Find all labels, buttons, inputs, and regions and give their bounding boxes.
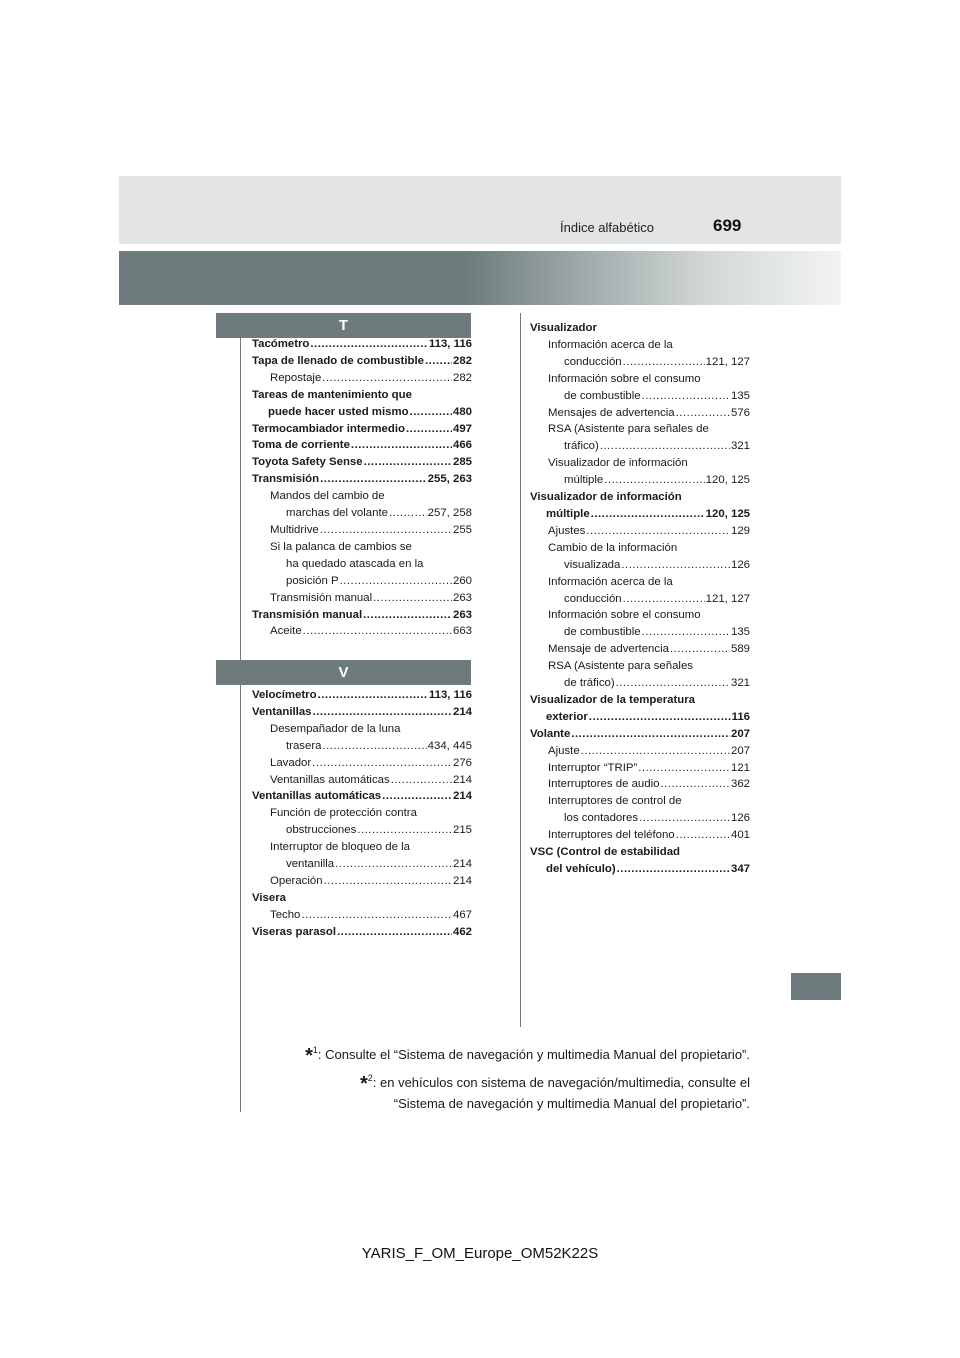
index-entry-pages: 260 xyxy=(452,574,472,587)
index-entry xyxy=(252,590,472,607)
dot-leader xyxy=(660,776,730,793)
dot-leader xyxy=(310,336,428,353)
dot-leader xyxy=(382,788,452,805)
index-entry-term: Techo xyxy=(270,908,301,921)
index-entry-term: Información sobre el consumo xyxy=(548,609,701,622)
index-entry-term: ventanilla xyxy=(286,858,335,871)
index-entry-term: Toyota Safety Sense xyxy=(252,456,363,469)
index-entry-pages: 282 xyxy=(452,371,472,384)
index-entry-term: Información acerca de la xyxy=(548,338,673,351)
index-entry-term: puede hacer usted mismo xyxy=(268,405,409,418)
index-entry-term: Ventanillas automáticas xyxy=(270,773,390,786)
index-entry-term: Transmisión xyxy=(252,473,320,486)
dot-leader xyxy=(322,370,452,387)
dot-leader xyxy=(324,873,452,890)
dot-leader xyxy=(312,755,452,772)
index-entry-term: Ventanillas xyxy=(252,705,312,718)
index-entry-pages: 321 xyxy=(730,677,750,690)
index-entry-term: Viseras parasol xyxy=(252,925,337,938)
index-entry xyxy=(530,388,750,405)
index-entry-pages: 401 xyxy=(730,829,750,842)
footnote-text: : Consulte el “Sistema de navegación y multimedia Manual del propietario”. xyxy=(317,1047,750,1062)
column-divider-middle xyxy=(520,313,521,1027)
index-entry-pages: 214 xyxy=(452,773,472,786)
index-entry-pages: 576 xyxy=(730,406,750,419)
index-entry xyxy=(530,438,750,455)
letter-heading-v: V xyxy=(216,660,471,685)
section-title: Índice alfabético xyxy=(560,220,654,235)
dot-leader xyxy=(600,438,730,455)
index-entry xyxy=(252,623,472,640)
index-entry-pages: 113, 116 xyxy=(428,689,472,701)
index-entry-term: visualizada xyxy=(564,558,621,571)
index-entry xyxy=(530,455,750,472)
page-number: 699 xyxy=(713,216,742,235)
dot-leader xyxy=(623,354,705,371)
dot-leader xyxy=(391,772,452,789)
index-entry-pages: 462 xyxy=(452,925,472,938)
index-entry-pages: 116 xyxy=(731,710,750,723)
index-entry-term: Ajuste xyxy=(548,744,580,757)
dot-leader xyxy=(322,738,426,755)
index-entry-pages: 276 xyxy=(452,756,472,769)
index-entry-term: Visualizador xyxy=(530,322,597,334)
index-entry-pages: 257, 258 xyxy=(427,507,472,520)
dot-leader xyxy=(642,388,730,405)
dot-leader xyxy=(363,607,452,624)
index-entry xyxy=(252,387,472,404)
index-entry-term: Multidrive xyxy=(270,523,319,536)
index-entry-term: Operación xyxy=(270,874,323,887)
index-entry-term: Mensajes de advertencia xyxy=(548,406,675,419)
footnotes xyxy=(270,1040,750,1116)
index-entry-term: Termocambiador intermedio xyxy=(252,422,405,435)
index-entry xyxy=(252,856,472,873)
dot-leader xyxy=(425,353,452,370)
index-entry xyxy=(252,573,472,590)
index-entry-term: Interruptores de control de xyxy=(548,795,682,808)
index-entry xyxy=(252,539,472,556)
index-entry-term: Información acerca de la xyxy=(548,575,673,588)
index-entry-term: del vehículo) xyxy=(546,863,616,875)
index-entry-term: RSA (Asistente para señales xyxy=(548,660,693,673)
footnote-text-continued: “Sistema de navegación y multimedia Manual del propietario”. xyxy=(393,1096,750,1111)
index-entry xyxy=(530,844,750,861)
index-entry xyxy=(530,776,750,793)
index-entry-term: de tráfico) xyxy=(564,677,615,690)
index-entry-pages: 347 xyxy=(730,863,750,875)
index-entry-term: conducción xyxy=(564,355,622,368)
index-entry xyxy=(530,726,750,743)
index-entry-pages: 362 xyxy=(730,778,750,791)
index-entry xyxy=(530,540,750,557)
index-entry-pages: 282 xyxy=(452,354,472,367)
index-entry-term: Visualizador de la temperatura xyxy=(530,693,696,706)
dot-leader xyxy=(639,810,730,827)
dot-leader xyxy=(351,437,452,454)
index-entry xyxy=(530,861,750,878)
index-entry xyxy=(252,924,472,941)
index-entry-term: Si la palanca de cambios se xyxy=(270,540,412,553)
dot-leader xyxy=(571,726,730,743)
index-entry-pages: 120, 125 xyxy=(705,507,750,520)
index-entry-term: Velocímetro xyxy=(252,689,317,701)
index-entry xyxy=(530,405,750,422)
index-entry xyxy=(252,839,472,856)
dot-leader xyxy=(642,624,730,641)
index-entry xyxy=(252,556,472,573)
index-entry-pages: 207 xyxy=(730,744,750,757)
index-entry xyxy=(252,873,472,890)
index-entry-term: Cambio de la información xyxy=(548,541,678,554)
index-entry xyxy=(252,755,472,772)
footnote-2 xyxy=(270,1068,750,1114)
index-entry xyxy=(252,788,472,805)
index-entry-term: Mandos del cambio de xyxy=(270,490,385,503)
index-entry xyxy=(530,692,750,709)
index-entry-term: Interruptor “TRIP” xyxy=(548,761,638,774)
dot-leader xyxy=(335,856,452,873)
dot-leader xyxy=(389,505,427,522)
index-entry xyxy=(530,523,750,540)
index-entry-pages: 466 xyxy=(452,439,472,452)
index-entry-pages: 121 xyxy=(730,761,750,774)
column-divider-left xyxy=(240,325,241,1112)
dot-leader xyxy=(604,472,704,489)
index-entry-term: conducción xyxy=(564,592,622,605)
index-entry xyxy=(530,624,750,641)
index-entry xyxy=(530,827,750,844)
index-entry xyxy=(530,709,750,726)
index-entry xyxy=(252,738,472,755)
index-entry-term: Ventanillas automáticas xyxy=(252,790,382,803)
index-entry-pages: 214 xyxy=(452,790,472,803)
index-entry xyxy=(252,522,472,539)
index-entry xyxy=(252,488,472,505)
dot-leader xyxy=(301,907,452,924)
index-entry-pages: 255, 263 xyxy=(427,473,472,486)
index-entry-term: Interruptores de audio xyxy=(548,778,660,791)
index-entry-term: Visualizador de información xyxy=(548,457,688,470)
index-entry xyxy=(530,793,750,810)
dot-leader xyxy=(320,522,452,539)
index-entry-term: Transmisión manual xyxy=(252,608,363,621)
index-entry-term: tráfico) xyxy=(564,440,599,453)
index-entry xyxy=(530,489,750,506)
dot-leader xyxy=(621,557,730,574)
index-entry-pages: 113, 116 xyxy=(428,338,472,350)
index-entry xyxy=(252,471,472,488)
index-entry xyxy=(252,890,472,907)
index-entry-pages: 263 xyxy=(452,591,472,604)
index-entry-pages: 135 xyxy=(730,389,750,402)
index-entry-pages: 663 xyxy=(452,625,472,638)
index-entry xyxy=(252,353,472,370)
index-entry xyxy=(252,370,472,387)
index-column-right xyxy=(530,320,750,878)
index-entry xyxy=(530,421,750,438)
index-entry-term: ha quedado atascada en la xyxy=(286,557,424,570)
index-entry xyxy=(252,336,472,353)
index-entry-pages: 589 xyxy=(730,643,750,656)
index-entry xyxy=(530,591,750,608)
dot-leader xyxy=(318,687,428,704)
index-entry-pages: 255 xyxy=(452,523,472,536)
index-entry xyxy=(252,822,472,839)
index-entry-pages: 126 xyxy=(730,812,750,825)
index-entry-term: VSC (Control de estabilidad xyxy=(530,846,680,859)
index-entry-pages: 121, 127 xyxy=(705,355,750,368)
index-entry xyxy=(252,505,472,522)
footnote-mark: * xyxy=(305,1045,313,1067)
index-entry-term: Interruptor de bloqueo de la xyxy=(270,841,410,854)
index-entry-term: Ajustes xyxy=(548,524,586,537)
index-entry xyxy=(530,574,750,591)
index-entry xyxy=(530,641,750,658)
index-entry-term: marchas del volante xyxy=(286,507,388,520)
index-entry-term: Información sobre el consumo xyxy=(548,372,701,385)
index-entry-pages: 285 xyxy=(452,456,472,469)
dot-leader xyxy=(373,590,452,607)
index-entry-term: Tapa de llenado de combustible xyxy=(252,354,424,367)
footnote-number: 2 xyxy=(367,1073,373,1083)
index-entry xyxy=(252,404,472,421)
index-entry xyxy=(530,320,750,337)
index-entry xyxy=(252,421,472,438)
dot-leader xyxy=(337,924,452,941)
dot-leader xyxy=(589,709,731,726)
index-entry xyxy=(252,687,472,704)
decorative-gradient-band xyxy=(119,251,841,305)
dot-leader xyxy=(586,523,730,540)
index-entry xyxy=(530,371,750,388)
index-entry-pages: 214 xyxy=(452,858,472,871)
index-entry-pages: 121, 127 xyxy=(705,592,750,605)
footnote-1 xyxy=(270,1040,750,1066)
index-entry-term: Función de protección contra xyxy=(270,807,417,820)
index-entry-term: de combustible xyxy=(564,626,641,639)
index-entry xyxy=(252,772,472,789)
index-entry-term: obstrucciones xyxy=(286,824,357,837)
index-entry-pages: 497 xyxy=(452,422,472,435)
index-entry-term: Visualizador de información xyxy=(530,491,682,504)
document-id: YARIS_F_OM_Europe_OM52K22S xyxy=(361,1245,599,1262)
dot-leader xyxy=(676,405,730,422)
index-entry-term: Repostaje xyxy=(270,371,322,384)
index-entry-term: Visera xyxy=(252,891,286,904)
index-entry-term: RSA (Asistente para señales de xyxy=(548,423,709,436)
index-entry-term: múltiple xyxy=(546,507,590,520)
index-entry xyxy=(252,805,472,822)
index-entry xyxy=(252,437,472,454)
index-entry-term: Toma de corriente xyxy=(252,439,350,452)
dot-leader xyxy=(638,760,730,777)
index-entry xyxy=(530,557,750,574)
index-entry xyxy=(530,354,750,371)
dot-leader xyxy=(340,573,452,590)
dot-leader xyxy=(313,704,452,721)
index-entry-term: Volante xyxy=(530,727,571,740)
index-entry-term: los contadores xyxy=(564,812,639,825)
dot-leader xyxy=(357,822,452,839)
index-entry xyxy=(530,658,750,675)
dot-leader xyxy=(616,675,730,692)
index-entry-pages: 135 xyxy=(730,626,750,639)
footnote-text: : en vehículos con sistema de navegación/multimedia, consulte el xyxy=(372,1075,750,1090)
index-entry-pages: 120, 125 xyxy=(705,474,750,487)
footnote-mark: * xyxy=(359,1073,368,1095)
index-entry-pages: 467 xyxy=(452,908,472,921)
index-entry-term: exterior xyxy=(546,710,588,723)
dot-leader xyxy=(676,827,730,844)
index-entry-term: Interruptores del teléfono xyxy=(548,829,675,842)
dot-leader xyxy=(617,861,730,878)
dot-leader xyxy=(410,404,452,421)
dot-leader xyxy=(320,471,427,488)
index-entry xyxy=(252,704,472,721)
index-entry xyxy=(530,337,750,354)
index-entry xyxy=(252,721,472,738)
dot-leader xyxy=(406,421,452,438)
index-column-v xyxy=(252,687,472,941)
index-entry-pages: 214 xyxy=(452,874,472,887)
index-entry-term: Tareas de mantenimiento que xyxy=(252,388,412,401)
index-entry-pages: 434, 445 xyxy=(427,739,472,752)
index-entry xyxy=(530,743,750,760)
dot-leader xyxy=(591,506,705,523)
index-entry xyxy=(530,760,750,777)
index-entry xyxy=(252,454,472,471)
dot-leader xyxy=(303,623,452,640)
dot-leader xyxy=(670,641,730,658)
index-entry xyxy=(530,810,750,827)
index-entry-pages: 321 xyxy=(730,440,750,453)
index-column-t xyxy=(252,336,472,640)
footnote-number: 1 xyxy=(312,1045,318,1055)
index-entry-term: múltiple xyxy=(564,474,604,487)
index-entry-pages: 129 xyxy=(730,524,750,537)
index-entry xyxy=(252,607,472,624)
index-entry-pages: 207 xyxy=(730,727,750,740)
letter-heading-t: T xyxy=(216,313,471,338)
index-entry-pages: 214 xyxy=(452,705,472,718)
index-entry-pages: 480 xyxy=(452,405,472,418)
index-entry xyxy=(530,472,750,489)
index-entry-pages: 126 xyxy=(730,558,750,571)
dot-leader xyxy=(364,454,452,471)
dot-leader xyxy=(581,743,730,760)
index-entry-term: Mensaje de advertencia xyxy=(548,643,669,656)
chapter-side-tab xyxy=(791,973,841,1000)
index-entry xyxy=(530,607,750,624)
index-entry-term: Lavador xyxy=(270,756,312,769)
index-entry-term: Transmisión manual xyxy=(270,591,373,604)
index-entry-pages: 215 xyxy=(452,824,472,837)
index-entry-term: Tacómetro xyxy=(252,338,310,350)
index-entry-pages: 263 xyxy=(452,608,472,621)
index-entry-term: de combustible xyxy=(564,389,641,402)
index-entry-term: Aceite xyxy=(270,625,302,638)
dot-leader xyxy=(623,591,705,608)
index-entry xyxy=(530,675,750,692)
index-entry xyxy=(252,907,472,924)
index-entry-term: posición P xyxy=(286,574,339,587)
index-entry-term: trasera xyxy=(286,739,322,752)
index-entry-term: Desempañador de la luna xyxy=(270,722,401,735)
index-entry xyxy=(530,506,750,523)
